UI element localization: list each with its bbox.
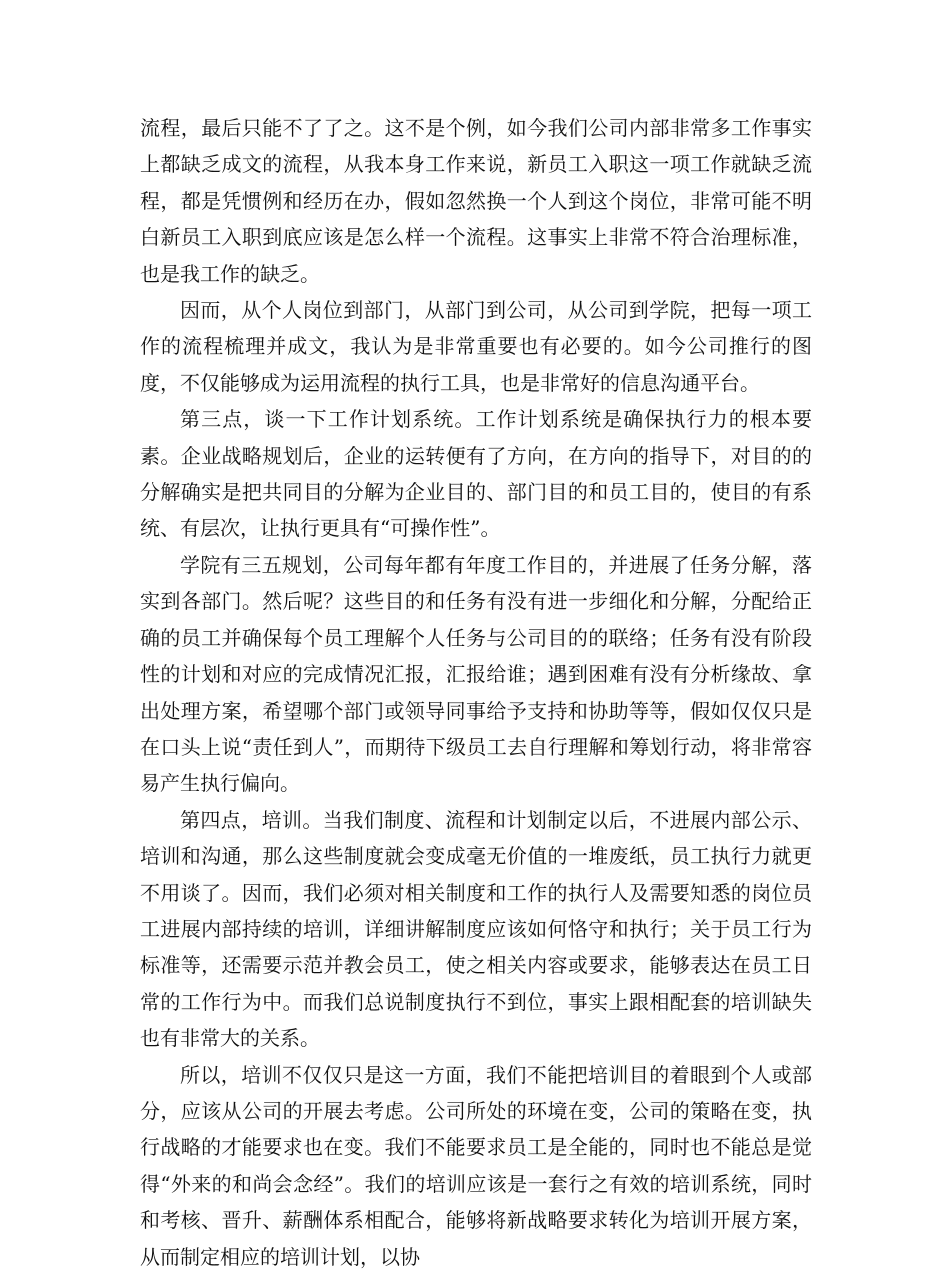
paragraph-6: 所以，培训不仅仅只是这一方面，我们不能把培训目的着眼到个人或部分，应该从公司的开展去考虑。公司所处的环境在变，公司的策略在变，执行战略的才能要求也在变。我们不能要求员工是全能的，同时也不能总是觉得“外来的和尚会念经”。我们的培训应该是一套行之有效的培训系统，同时和考核、晋升、薪酬体系相配合，能够将新战略要求转化为培训开展方案，从而制定相应的培训计划，以协 xyxy=(140,1062,812,1269)
paragraph-2: 因而，从个人岗位到部门，从部门到公司，从公司到学院，把每一项工作的流程梳理并成文，我认为是非常重要也有必要的。如今公司推行的图度，不仅能够成为运用流程的执行工具，也是非常好的信息沟通平台。 xyxy=(140,298,812,395)
document-body xyxy=(140,110,812,1275)
paragraph-3: 第三点，谈一下工作计划系统。工作计划系统是确保执行力的根本要素。企业战略规划后，企业的运转便有了方向，在方向的指导下，对目的的分解确实是把共同目的分解为企业目的、部门目的和员工目的，使目的有系统、有层次，让执行更具有“可操作性”。 xyxy=(140,407,812,541)
paragraph-5: 第四点，培训。当我们制度、流程和计划制定以后，不进展内部公示、培训和沟通，那么这些制度就会变成毫无价值的一堆废纸，员工执行力就更不用谈了。因而，我们必须对相关制度和工作的执行人及需要知悉的岗位员工进展内部持续的培训，详细讲解制度应该如何恪守和执行；关于员工行为标准等，还需要示范并教会员工，使之相关内容或要求，能够表达在员工日常的工作行为中。而我们总说制度执行不到位，事实上跟相配套的培训缺失也有非常大的关系。 xyxy=(140,807,812,1051)
paragraph-1: 流程，最后只能不了了之。这不是个例，如今我们公司内部非常多工作事实上都缺乏成文的流程，从我本身工作来说，新员工入职这一项工作就缺乏流程，都是凭惯例和经历在办，假如忽然换一个人到这个岗位，非常可能不明白新员工入职到底应该是怎么样一个流程。这事实上非常不符合治理标准，也是我工作的缺乏。 xyxy=(140,116,812,286)
paragraph-4: 学院有三五规划，公司每年都有年度工作目的，并进展了任务分解，落实到各部门。然后呢？这些目的和任务有没有进一步细化和分解，分配给正确的员工并确保每个员工理解个人任务与公司目的的联络；任务有没有阶段性的计划和对应的完成情况汇报，汇报给谁；遇到困难有没有分析缘故、拿出处理方案，希望哪个部门或领导同事给予支持和协助等等，假如仅仅只是在口头上说“责任到人”，而期待下级员工去自行理解和筹划行动，将非常容易产生执行偏向。 xyxy=(140,552,812,796)
